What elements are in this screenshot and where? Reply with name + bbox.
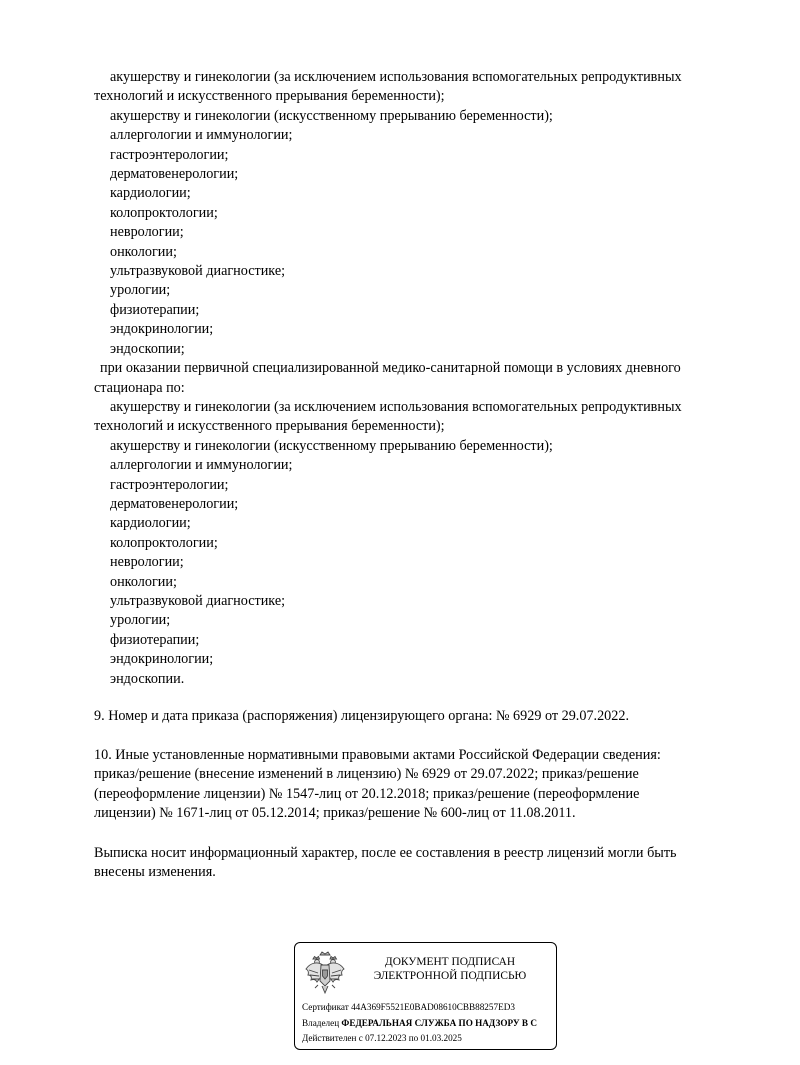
list-item: гастроэнтерологии;: [110, 146, 229, 163]
coat-of-arms-icon: [303, 949, 347, 995]
list-item: технологий и искусственного прерывания беременности);: [94, 88, 445, 105]
list-item: эндокринологии;: [110, 651, 214, 668]
list-item: неврологии;: [110, 224, 184, 241]
list-item: эндокринологии;: [110, 321, 214, 338]
list-item: акушерству и гинекологии (за исключением использования вспомогательных репродуктивных: [110, 69, 682, 85]
certificate-owner: [302, 1017, 537, 1029]
info-note: [94, 844, 762, 883]
list-item: стационара по:: [94, 379, 185, 396]
list-item: неврологии;: [110, 554, 184, 571]
list-item: аллергологии и иммунологии;: [110, 127, 293, 144]
list-item: онкологии;: [110, 243, 177, 260]
owner-label: Владелец: [302, 1018, 340, 1028]
list-item: физиотерапии;: [110, 631, 200, 648]
certificate-validity: Действителен с 07.12.2023 по 01.03.2025: [302, 1033, 462, 1043]
item-10-line: приказ/решение (внесение изменений в лицензию) № 6929 от 29.07.2022; приказ/решение: [94, 766, 639, 783]
list-item: акушерству и гинекологии (искусственному прерыванию беременности);: [110, 107, 553, 124]
owner-name: ФЕДЕРАЛЬНАЯ СЛУЖБА ПО НАДЗОРУ В С: [341, 1018, 537, 1028]
list-item: аллергологии и иммунологии;: [110, 457, 293, 474]
certificate-number: Сертификат 44A369F5521E0BAD08610CBB88257ED3: [302, 1002, 515, 1012]
item-10-line: лицензии) № 1671-лиц от 05.12.2014; приказ/решение № 600-лиц от 11.08.2011.: [94, 805, 576, 822]
info-note-line: Выписка носит информационный характер, после ее составления в реестр лицензий могли быть: [94, 845, 677, 861]
services-list: [94, 68, 762, 689]
item-10-line: 10. Иные установленные нормативными правовыми актами Российской Федерации сведения:: [94, 747, 661, 763]
list-item: гастроэнтерологии;: [110, 476, 229, 493]
list-item: ультразвуковой диагностике;: [110, 592, 286, 609]
list-item: при оказании первичной специализированной медико-санитарной помощи в условиях дневного: [100, 360, 681, 377]
list-item: технологий и искусственного прерывания беременности);: [94, 418, 445, 435]
list-item: акушерству и гинекологии (искусственному прерыванию беременности);: [110, 437, 553, 454]
list-item: эндоскопии.: [110, 670, 185, 687]
list-item: колопроктологии;: [110, 534, 218, 551]
item-9-text: 9. Номер и дата приказа (распоряжения) лицензирующего органа: № 6929 от 29.07.2022.: [94, 708, 630, 724]
info-note-line: внесены изменения.: [94, 864, 216, 881]
list-item: кардиологии;: [110, 515, 191, 532]
item-9: [94, 707, 762, 726]
list-item: эндоскопии;: [110, 340, 185, 357]
item-10-line: (переоформление лицензии) № 1547-лиц от 20.12.2018; приказ/решение (переоформление: [94, 785, 640, 802]
item-10: [94, 746, 762, 824]
list-item: урологии;: [110, 282, 171, 299]
list-item: кардиологии;: [110, 185, 191, 202]
list-item: дерматовенерологии;: [110, 495, 239, 512]
list-item: дерматовенерологии;: [110, 166, 239, 183]
list-item: физиотерапии;: [110, 301, 200, 318]
list-item: колопроктологии;: [110, 204, 218, 221]
list-item: ультразвуковой диагностике;: [110, 263, 286, 280]
list-item: акушерству и гинекологии (за исключением использования вспомогательных репродуктивных: [110, 398, 682, 415]
list-item: онкологии;: [110, 573, 177, 590]
list-item: урологии;: [110, 612, 171, 629]
stamp-subtitle: ЭЛЕКТРОННОЙ ПОДПИСЬЮ: [373, 970, 527, 982]
electronic-signature-stamp: [294, 942, 557, 1050]
stamp-title: ДОКУМЕНТ ПОДПИСАН: [384, 956, 516, 968]
